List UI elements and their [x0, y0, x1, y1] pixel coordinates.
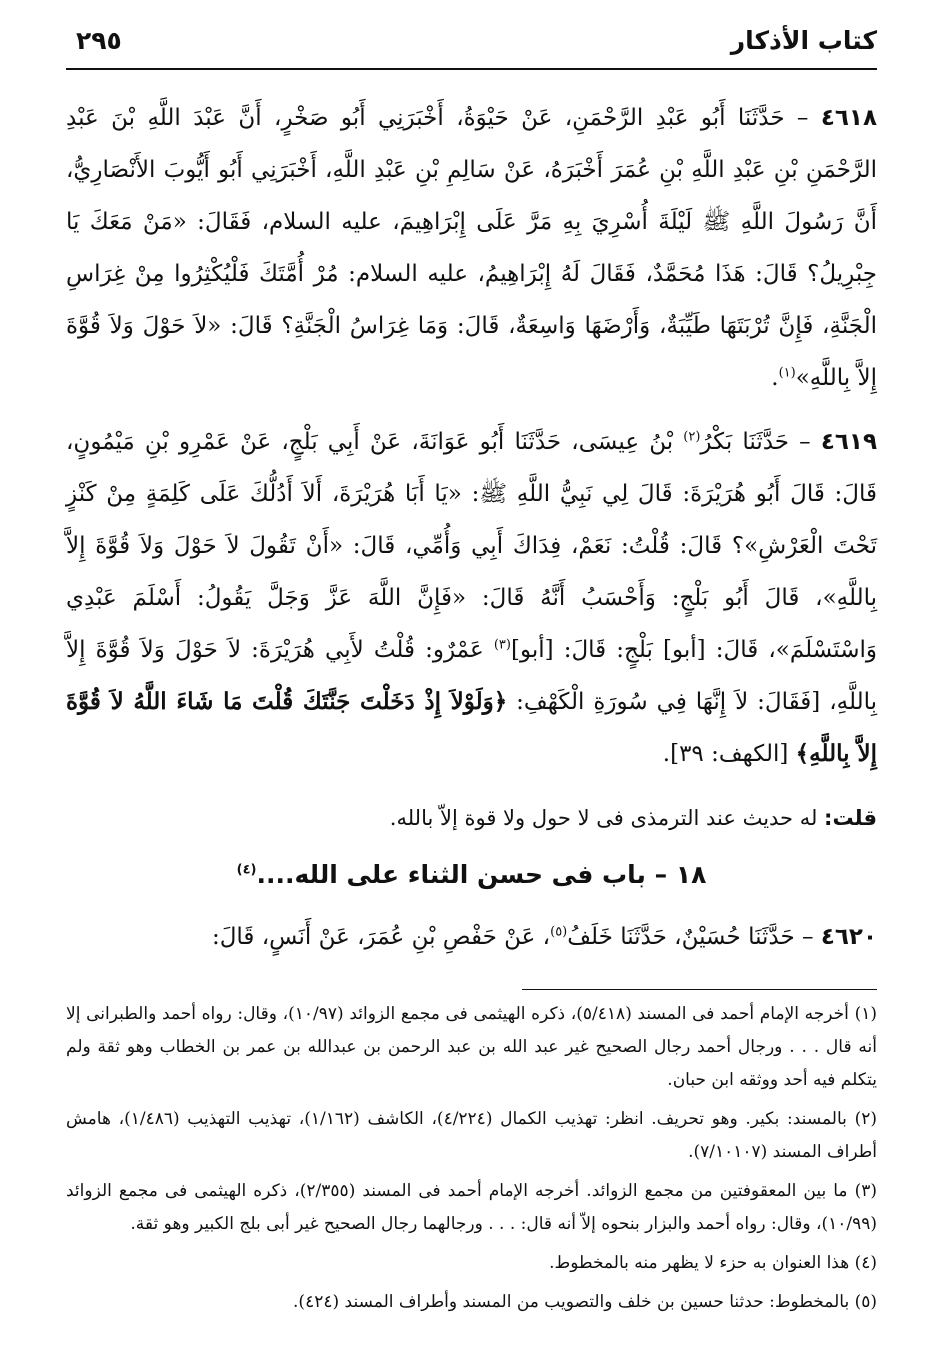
hadith-text: بْنُ عِيسَى، حَدَّثَنَا أَبُو عَوَانَةَ، عَنْ أَبِي بَلْجٍ، عَنْ عَمْرِو بْنِ مَيْمُونٍ، قَالَ: قَالَ أَبُو هُرَيْرَةَ: قَالَ لِي نَبِيُّ اللَّهِ ﷺ: «يَا أَبَا هُرَيْرَةَ، أَلاَ أَدُلُّكَ عَلَى كَلِمَةٍ مِنْ كَنْزٍ تَحْتَ الْعَرْشِ»؟ قَالَ: قُلْتُ: نَعَمْ، فِدَاكَ أَبِي وَأُمِّي، قَالَ: «أَنْ تَقُولَ لاَ حَوْلَ وَلاَ قُوَّةَ إِلاَّ بِاللَّهِ»، قَالَ أَبُو بَلْجٍ: وَأَحْسَبُ أَنَّهُ قَالَ: «فَإِنَّ اللَّهَ عَزَّ وَجَلَّ يَقُولُ: أَسْلَمَ عَبْدِي وَاسْتَسْلَمَ»، قَالَ: [أبو] بَلْجٍ: قَالَ: [أبو] — [66, 429, 877, 663]
hadith-number: ٤٦١٩ — [820, 429, 878, 455]
hadith-4618 — [66, 92, 877, 404]
hadith-4620 — [66, 911, 877, 963]
hadith-lead: – حَدَّثَنَا بَكْرُ — [700, 429, 811, 455]
footnote-ref[interactable]: (٤) — [236, 862, 257, 878]
footnote-rule — [522, 989, 877, 990]
footnote-1: (١) أخرجه الإمام أحمد فى المسند (٥/٤١٨)، ذكره الهيثمى فى مجمع الزوائد (١٠/٩٧)، وقال: رواه أحمد والطبرانى إلا أنه قال . . . ورجال أحمد رجال الصحيح غير عبد الله بن عبد الرحمن بن عبدالله بن عمر بن الخطاب وهو ثقة ولم يتكلم فيه أحد ووثقه ابن حبان. — [66, 1004, 877, 1090]
hadith-text: – حَدَّثَنَا أَبُو عَبْدِ الرَّحْمَنِ، عَنْ حَيْوَةُ، أَخْبَرَنِي أَبُو صَخْرٍ، أَنَّ عَبْدَ اللَّهِ بْنَ عَبْدِ الرَّحْمَنِ بْنِ عَبْدِ اللَّهِ بْنِ عُمَرَ أَخْبَرَهُ، عَنْ سَالِمِ بْنِ عَبْدِ اللَّهِ، أَخْبَرَنِي أَبُو أَيُّوبَ الأَنْصَارِيُّ، أَنَّ رَسُولَ اللَّهِ ﷺ لَيْلَةَ أُسْرِيَ بِهِ مَرَّ عَلَى إِبْرَاهِيمَ، عليه السلام، فَقَالَ: «مَنْ مَعَكَ يَا جِبْرِيلُ؟ قَالَ: هَذَا مُحَمَّدٌ، فَقَالَ لَهُ إِبْرَاهِيمُ، عليه السلام: مُرْ أُمَّتَكَ فَلْيُكْثِرُوا مِنْ غِرَاسِ الْجَنَّةِ، فَإِنَّ تُرْبَتَهَا طَيِّبَةٌ، وَأَرْضَهَا وَاسِعَةٌ، قَالَ: وَمَا غِرَاسُ الْجَنَّةِ؟ قَالَ: «لاَ حَوْلَ وَلاَ قُوَّةَ إِلاَّ بِاللَّهِ» — [66, 105, 877, 391]
hadith-text: عَمْرٌو: قُلْتُ لأَبِي هُرَيْرَةَ: لاَ حَوْلَ وَلاَ قُوَّةَ إِلاَّ بِاللَّهِ، [فَقَالَ: لاَ إِنَّهَا فِي سُورَةِ الْكَهْفِ: — [66, 637, 877, 715]
hadith-end: . — [771, 365, 779, 391]
footnotes — [66, 998, 877, 1319]
footnote-4: (٤) هذا العنوان به حزء لا يظهر منه بالمخطوط. — [549, 1253, 877, 1273]
note-label: قلت: — [824, 806, 877, 830]
footnote-2: (٢) بالمسند: بكير. وهو تحريف. انظر: تهذيب الكمال (٤/٢٢٤)، الكاشف (١/١٦٢)، تهذيب التهذيب (١/٤٨٦)، هامش أطراف المسند (٧/١٠١٠٧). — [66, 1109, 877, 1162]
hadith-text: ، عَنْ حَفْصِ بْنِ عُمَرَ، عَنْ أَنَسٍ، قَالَ: — [211, 924, 551, 950]
hadith-lead: – حَدَّثَنَا حُسَيْنٌ، حَدَّثَنَا خَلَفُ — [567, 924, 814, 950]
running-title: كتاب الأذكار — [730, 26, 877, 55]
footnote-3: (٣) ما بين المعقوفتين من مجمع الزوائد. أخرجه الإمام أحمد فى المسند (٢/٣٥٥)، ذكره الهيثمى فى مجمع الزوائد (١٠/٩٩)، وقال: رواه أحمد والبزار بنحوه إلاّ أنه قال: . . . ورجالهما رجال الصحيح غير أبى بلج الكبير وهو ثقة. — [66, 1181, 877, 1234]
main-text — [66, 92, 877, 963]
footnote-5: (٥) بالمخطوط: حدثنا حسين بن خلف والتصويب من المسند وأطراف المسند (٤٢٤). — [293, 1292, 877, 1312]
hadith-4619 — [66, 416, 877, 780]
editor-note — [66, 794, 877, 842]
footnote-ref[interactable]: (١) — [778, 365, 796, 381]
quran-verse: ﴿وَلَوْلاَ إِذْ دَخَلْتَ جَنَّتَكَ قُلْتَ مَا شَاءَ اللَّهُ لاَ قُوَّةَ إِلاَّ بِاللَّهِ﴾ — [66, 688, 877, 767]
quran-reference: [الكهف: ٣٩]. — [662, 741, 796, 767]
header-rule — [66, 68, 877, 70]
hadith-number: ٤٦١٨ — [820, 105, 877, 131]
chapter-title: ١٨ – باب فى حسن الثناء على الله.... — [256, 860, 707, 889]
footnote-ref[interactable]: (٢) — [683, 429, 701, 445]
note-text: له حديث عند الترمذى فى لا حول ولا قوة إلاّ بالله. — [389, 806, 825, 830]
running-header — [66, 0, 877, 70]
footnote-ref[interactable]: (٥) — [550, 924, 568, 940]
hadith-number: ٤٦٢٠ — [820, 924, 877, 950]
page-number: ٢٩٥ — [76, 26, 122, 55]
footnote-ref[interactable]: (٣) — [493, 637, 511, 653]
chapter-heading — [66, 860, 877, 889]
